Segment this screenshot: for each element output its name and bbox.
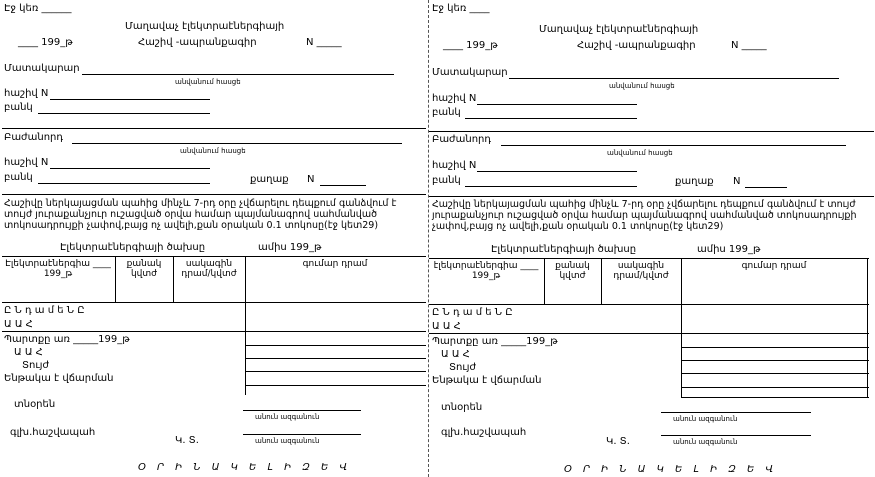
director-label: տնօրեն <box>441 402 483 413</box>
director-hint: անուն ազգանուն <box>673 415 738 423</box>
table-month: ամիս 199_թ <box>697 244 761 255</box>
col-amount-header: գումար դրամ <box>741 261 807 271</box>
supplier-hint: անվանում հասցե <box>609 82 675 90</box>
penalty-note: Հաշիվը ներկայացման պահից մինչև 7-րդ օրը չվճարելու դեպքում գանձվում է տույժ յուրաքանչյուր ուշացված օրվա համար պայմանագրով սահմանված տոկոսադրույքի չափով,բայց ոչ ավելի,քան օրական 0.1 տոկոսը(էջ կետ29) <box>432 199 857 232</box>
payer-account-label: հաշիվ N <box>4 157 49 168</box>
table-row-border <box>245 371 426 372</box>
invoice-number: N _____ <box>731 40 767 51</box>
penalty-row-label: Տույժ <box>449 362 477 373</box>
seal-label: Կ. Տ. <box>606 436 630 447</box>
invoice-number: N _____ <box>306 37 342 48</box>
vat-row-label: Ա Ա Հ <box>432 321 461 332</box>
divider <box>2 128 426 129</box>
invoice-date: ____ 199_թ <box>18 37 73 48</box>
city-number-label: N <box>733 176 741 187</box>
payer-bank-line[interactable] <box>465 186 637 187</box>
vat2-row-label: Ա Ա Հ <box>441 349 470 360</box>
form-subtitle: Հաշիվ -ապրանքագիր <box>577 40 696 51</box>
table-row-border <box>681 373 869 374</box>
copy-number: Էջ կեռ ____ <box>432 3 490 14</box>
supplier-label: Մատակարար <box>4 63 80 74</box>
table-title: Էլեկտրաէներգիայի ծախսը <box>491 244 637 255</box>
debt-row-label: Պարտքը առ _____199_թ <box>432 336 558 347</box>
table-header-border <box>2 302 426 303</box>
payer-label: Բաժանորդ <box>432 134 492 145</box>
table-title: Էլեկտրաէներգիայի ծախսը <box>60 242 206 253</box>
form-title: Մաղավաչ էլեկտրաէներգիայի <box>125 21 285 32</box>
supplier-account-line[interactable] <box>50 99 210 100</box>
payer-hint: անվանում հասցե <box>607 149 673 157</box>
table-col-divider <box>601 258 602 304</box>
col-period-header: Էլեկտրաէներգիա ____ 199_թ <box>5 259 111 279</box>
supplier-account-label: հաշիվ N <box>432 93 477 104</box>
col-tariff-header: սակագին դրամ/կվտժ <box>613 261 669 281</box>
col-amount-header: գումար դրամ <box>302 259 368 269</box>
payer-account-label: հաշիվ N <box>432 160 477 171</box>
accountant-hint: անուն ազգանուն <box>673 438 738 446</box>
city-number-line[interactable] <box>320 185 366 186</box>
director-hint: անուն ազգանուն <box>255 413 320 421</box>
form-subtitle: Հաշիվ -ապրանքագիր <box>138 37 257 48</box>
total-row-label: Ը Ն դ ա մ ե Ն Ը <box>4 305 85 316</box>
vat2-row-label: Ա Ա Հ <box>14 347 43 358</box>
payer-bank-label: բանկ <box>432 175 461 186</box>
table-top-border <box>2 256 426 257</box>
table-top-border <box>429 258 869 259</box>
col-period-header: էլեկտրաէներգիա ____ 199_թ <box>433 261 539 281</box>
divider <box>429 131 874 132</box>
table-col-divider <box>245 256 246 395</box>
payer-bank-label: բանկ <box>4 172 33 183</box>
supplier-bank-line[interactable] <box>38 113 210 114</box>
payer-bank-line[interactable] <box>38 183 210 184</box>
table-row-border <box>681 387 869 388</box>
supplier-bank-label: բանկ <box>4 102 33 113</box>
supplier-label: Մատակարար <box>432 67 508 78</box>
accountant-hint: անուն ազգանուն <box>255 437 320 445</box>
divider <box>429 196 874 197</box>
payer-hint: անվանում հասցե <box>180 147 246 155</box>
accountant-label: գլխ.հաշվապահ <box>10 427 96 438</box>
accountant-signature-line[interactable] <box>661 435 811 436</box>
supplier-line[interactable] <box>509 78 839 79</box>
table-row-border <box>429 333 869 334</box>
due-row-label: Ենթակա է վճարման <box>432 375 542 386</box>
invoice-form-left <box>0 0 428 477</box>
table-month: ամիս 199_թ <box>258 242 322 253</box>
supplier-account-label: հաշիվ N <box>4 88 49 99</box>
col-qty-header: քանակ կվտժ <box>126 259 162 279</box>
city-number-line[interactable] <box>745 187 787 188</box>
table-header-border <box>429 304 869 305</box>
payer-line[interactable] <box>72 143 402 144</box>
payer-account-line[interactable] <box>477 171 637 172</box>
city-label: քաղաք <box>675 176 714 187</box>
vat-row-label: Ա Ա Հ <box>4 319 33 330</box>
supplier-account-line[interactable] <box>477 104 637 105</box>
city-number-label: N <box>307 174 315 185</box>
table-row-border <box>681 347 869 348</box>
table-row-border <box>245 385 426 386</box>
director-signature-line[interactable] <box>243 410 361 411</box>
copy-type-label: Օ Ր Ի Ն Ա Կ Ե Լ Ի Զ Ե Վ <box>138 462 352 473</box>
supplier-bank-line[interactable] <box>465 118 637 119</box>
invoice-date: ____ 199_թ <box>443 40 498 51</box>
supplier-bank-label: բանկ <box>432 107 461 118</box>
col-tariff-header: սակագին դրամ/կվտժ <box>181 259 237 279</box>
director-label: տնօրեն <box>14 399 56 410</box>
accountant-signature-line[interactable] <box>243 434 361 435</box>
director-signature-line[interactable] <box>661 412 811 413</box>
table-row-border <box>2 331 426 332</box>
invoice-form-right <box>428 0 875 477</box>
table-row-border <box>245 345 426 346</box>
table-col-divider <box>681 258 682 397</box>
penalty-note: Հաշիվը ներկայացման պահից մինչև 7-րդ օրը չվճարելու դեպքում գանձվում է տույժ յուրաքանչյուր ուշացված օրվա համար պայմանագրով սահմանված տոկոսադրույքի չափով,բայց ոչ ավելի,քան օրական 0.1 տոկոսը(էջ կետ29) <box>4 198 397 231</box>
total-row-label: Ը Ն դ ա մ ե Ն Ը <box>432 307 513 318</box>
penalty-row-label: Տույժ <box>22 360 50 371</box>
col-qty-header: քանակ կվտժ <box>555 261 590 281</box>
accountant-label: գլխ.հաշվապահ <box>441 427 527 438</box>
table-row-border <box>681 360 869 361</box>
payer-account-line[interactable] <box>50 168 210 169</box>
seal-label: Կ. Տ. <box>175 435 199 446</box>
city-label: քաղաք <box>250 174 289 185</box>
supplier-hint: անվանում հասցե <box>175 78 241 86</box>
table-right-border <box>867 258 868 397</box>
divider <box>2 194 426 195</box>
form-title: Մաղավաչ էլեկտրաէներգիայի <box>539 24 699 35</box>
copy-number: Էջ կեռ ______ <box>4 3 72 14</box>
copy-type-label: Օ Ր Ի Ն Ա Կ Ե Լ Ի Զ Ե Վ <box>564 464 778 475</box>
payer-line[interactable] <box>501 145 846 146</box>
table-row-border <box>245 358 426 359</box>
debt-row-label: Պարտքը առ _____199_թ <box>4 334 130 345</box>
due-row-label: Ենթակա է վճարման <box>4 373 114 384</box>
payer-label: Բաժանորդ <box>4 132 64 143</box>
table-bottom-border <box>681 397 869 398</box>
supplier-line[interactable] <box>82 74 394 75</box>
